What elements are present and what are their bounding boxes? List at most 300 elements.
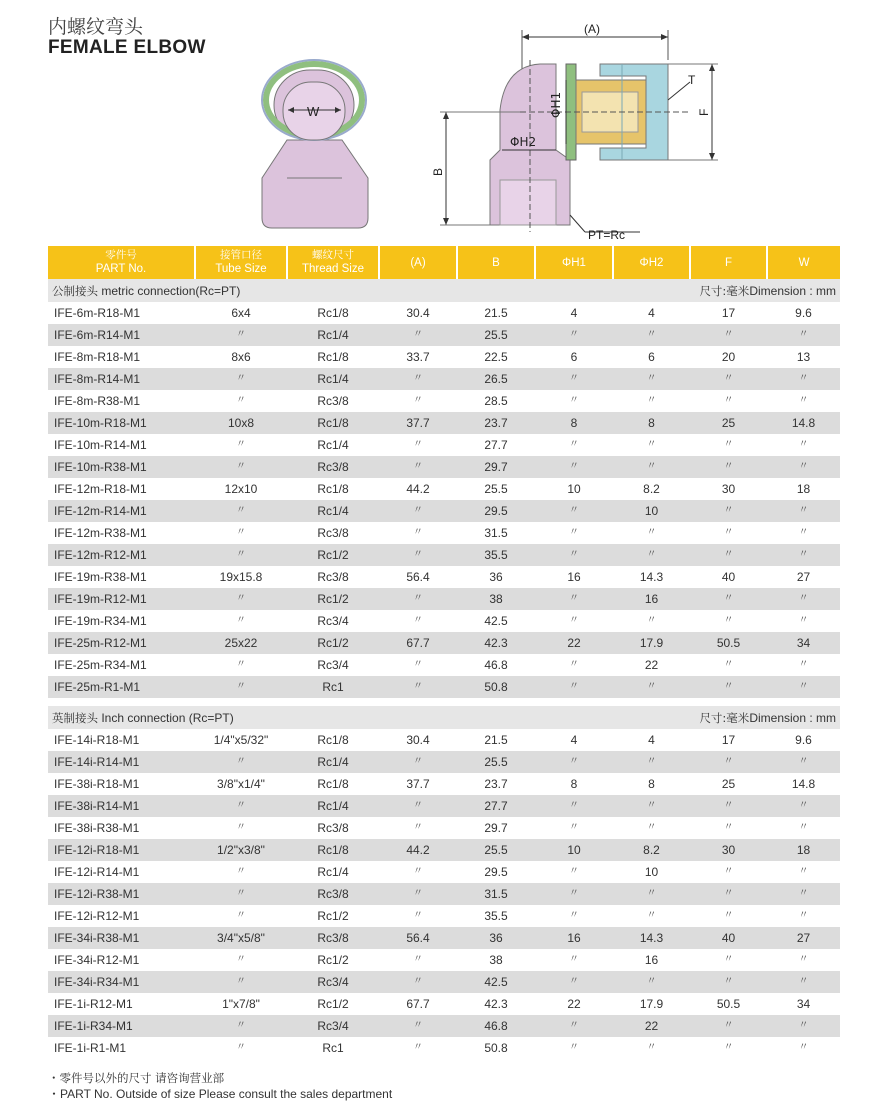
table-cell: 〃 [195, 795, 287, 817]
part-number-cell: IFE-12i-R14-M1 [54, 865, 140, 879]
table-cell: 〃 [535, 324, 613, 346]
part-number-cell: IFE-38i-R38-M1 [54, 821, 140, 835]
table-cell: 〃 [646, 822, 657, 833]
table-row [48, 817, 840, 839]
table-cell: 31.5 [484, 526, 508, 540]
part-number-cell: IFE-12i-R38-M1 [48, 883, 195, 905]
table-cell: Rc3/8 [317, 570, 349, 584]
table-row [48, 729, 840, 751]
table-cell: 〃 [236, 866, 246, 877]
part-number-cell: IFE-6m-R18-M1 [54, 306, 141, 320]
table-cell: 〃 [195, 500, 287, 522]
table-row [48, 971, 840, 993]
table-cell: 〃 [613, 883, 690, 905]
part-number-cell: IFE-19m-R12-M1 [48, 588, 195, 610]
section-label-en: metric connection(Rc=PT) [98, 283, 241, 298]
table-cell: 〃 [535, 588, 613, 610]
table-cell: 37.7 [406, 777, 430, 791]
table-cell: 25.5 [484, 482, 508, 496]
table-row [48, 883, 840, 905]
part-number-cell: IFE-38i-R18-M1 [54, 777, 140, 791]
table-cell: 56.4 [379, 927, 457, 949]
note-cn: ・零件号以外的尺寸 请咨询营业部 [48, 1071, 225, 1085]
table-cell: 50.8 [457, 676, 535, 698]
table-cell: 21.5 [484, 733, 508, 747]
table-cell: 〃 [723, 395, 734, 406]
table-cell: 50.5 [716, 997, 741, 1011]
table-cell: 〃 [195, 368, 287, 390]
table-cell: 3/4"x5/8" [195, 927, 287, 949]
dimension-unit-cn: 尺寸:毫米 [699, 283, 750, 298]
column-header [287, 246, 379, 279]
table-cell: 〃 [236, 659, 246, 670]
table-cell: 〃 [798, 954, 809, 965]
table-cell: 31.5 [457, 883, 535, 905]
column-header [535, 246, 613, 279]
table-cell: Rc1/2 [287, 632, 379, 654]
table-cell: 〃 [569, 866, 579, 877]
table-cell: 〃 [798, 910, 809, 921]
column-header-cn: 螺纹尺寸 [312, 249, 354, 261]
table-cell: 42.3 [484, 997, 508, 1011]
table-cell: 〃 [613, 368, 690, 390]
table-cell: 16 [644, 953, 659, 967]
table-cell: 〃 [767, 795, 840, 817]
table-row [48, 368, 840, 390]
table-cell: 8x6 [231, 350, 251, 364]
table-cell: 〃 [195, 588, 287, 610]
table-cell: 10 [644, 865, 659, 879]
table-cell: 〃 [413, 395, 423, 406]
table-cell: 8.2 [613, 839, 690, 861]
table-cell: 〃 [413, 615, 423, 626]
column-header-en: Tube Size [215, 263, 267, 275]
part-number-cell: IFE-8m-R38-M1 [54, 394, 141, 408]
dimension-unit-en: Dimension : mm [749, 710, 836, 725]
table-cell: 〃 [569, 1042, 579, 1053]
column-header [613, 246, 690, 279]
table-cell: 35.5 [457, 544, 535, 566]
table-cell: 〃 [379, 368, 457, 390]
table-cell: 12x10 [224, 482, 258, 496]
table-cell: 〃 [690, 368, 767, 390]
table-cell: Rc1/2 [287, 544, 379, 566]
table-cell: 〃 [195, 971, 287, 993]
table-cell: 〃 [690, 676, 767, 698]
table-cell: Rc3/8 [317, 821, 349, 835]
table-cell: Rc1/2 [317, 997, 349, 1011]
part-number-cell: IFE-10m-R38-M1 [48, 456, 195, 478]
part-number-cell: IFE-10m-R18-M1 [48, 412, 195, 434]
table-cell: 8.2 [643, 482, 660, 496]
table-cell: 〃 [535, 500, 613, 522]
part-number-cell: IFE-1i-R12-M1 [54, 997, 133, 1011]
table-cell: 〃 [379, 971, 457, 993]
table-cell: 〃 [535, 1015, 613, 1037]
section-row [48, 706, 840, 729]
table-row [48, 434, 840, 456]
column-header [48, 246, 195, 279]
table-cell: 〃 [798, 439, 809, 450]
table-cell: 9.6 [795, 733, 812, 747]
table-cell: 〃 [236, 395, 246, 406]
table-cell: 50.5 [690, 632, 767, 654]
part-number-cell: IFE-34i-R34-M1 [48, 971, 195, 993]
table-cell: 〃 [236, 1042, 246, 1053]
table-cell: 〃 [379, 588, 457, 610]
table-cell: 4 [570, 733, 578, 747]
part-number-cell: IFE-12i-R18-M1 [48, 839, 195, 861]
table-cell: 16 [567, 570, 581, 584]
table-cell: Rc3/8 [287, 927, 379, 949]
table-cell: 〃 [413, 659, 423, 670]
table-cell: 〃 [195, 324, 287, 346]
column-header-en: W [798, 256, 810, 269]
column-header-en: PART No. [95, 263, 147, 275]
table-cell: 14.3 [613, 927, 690, 949]
table-cell: 19x15.8 [219, 570, 263, 584]
part-number-cell: IFE-12i-R12-M1 [54, 909, 140, 923]
front-view-drawing [262, 60, 368, 228]
table-cell: 29.7 [457, 456, 535, 478]
table-row [48, 324, 840, 346]
table-row [48, 795, 840, 817]
table-cell: Rc1/4 [287, 500, 379, 522]
table-cell: Rc1 [322, 1041, 344, 1055]
table-cell: Rc1/2 [317, 953, 349, 967]
table-cell: 〃 [767, 500, 840, 522]
table-cell: 〃 [690, 795, 767, 817]
dimension-unit-en: Dimension : mm [749, 283, 836, 298]
table-cell: 〃 [236, 822, 246, 833]
table-cell: 8 [648, 777, 655, 791]
table-cell: 〃 [413, 1042, 423, 1053]
table-cell: 〃 [236, 527, 246, 538]
table-cell: 〃 [413, 954, 423, 965]
table-cell: 4 [570, 306, 578, 320]
column-header [690, 246, 767, 279]
table-cell: 〃 [767, 544, 840, 566]
table-header [48, 246, 840, 279]
spec-table [48, 246, 840, 1059]
table-cell: 3/8"x1/4" [217, 777, 265, 791]
column-header-en: (A) [410, 256, 426, 269]
table-cell: 36 [489, 570, 503, 584]
table-cell: 〃 [613, 544, 690, 566]
table-cell: 14.8 [767, 412, 840, 434]
side-view-drawing [431, 22, 718, 242]
table-cell: 〃 [767, 1015, 840, 1037]
table-cell: 〃 [379, 795, 457, 817]
table-cell: 〃 [379, 751, 457, 773]
table-cell: 〃 [613, 324, 690, 346]
table-cell: 〃 [379, 676, 457, 698]
table-row [48, 1037, 840, 1059]
table-cell: 29.7 [484, 821, 508, 835]
table-cell: 33.7 [406, 350, 430, 364]
label-h1: ΦH1 [549, 91, 563, 118]
table-row [48, 751, 840, 773]
table-cell: Rc3/4 [287, 1015, 379, 1037]
table-cell: 〃 [379, 500, 457, 522]
table-cell: 〃 [569, 439, 579, 450]
table-cell: 〃 [535, 676, 613, 698]
table-row [48, 654, 840, 676]
table-row [48, 544, 840, 566]
table-cell: 67.7 [379, 632, 457, 654]
table-cell: 30 [690, 839, 767, 861]
table-cell: 6 [648, 350, 655, 364]
table-cell: 〃 [535, 883, 613, 905]
table-cell: 〃 [690, 883, 767, 905]
table-row [48, 949, 840, 971]
table-cell: 〃 [767, 883, 840, 905]
table-cell: Rc1/4 [287, 324, 379, 346]
table-cell: 〃 [613, 795, 690, 817]
table-cell: 25.5 [457, 751, 535, 773]
table-cell: 14.8 [791, 777, 816, 791]
dimension-unit [699, 284, 836, 298]
column-header [457, 246, 535, 279]
table-row [48, 905, 840, 927]
table-cell: 36 [457, 927, 535, 949]
table-cell: 23.7 [484, 777, 508, 791]
table-cell: 〃 [646, 910, 657, 921]
table-cell: 10 [613, 500, 690, 522]
part-number-cell: IFE-12m-R14-M1 [48, 500, 195, 522]
table-cell: 〃 [535, 971, 613, 993]
table-cell: 〃 [379, 324, 457, 346]
table-cell: 22.5 [484, 350, 508, 364]
part-number-cell: IFE-6m-R14-M1 [48, 324, 195, 346]
table-row [48, 478, 840, 500]
table-cell: 37.7 [379, 412, 457, 434]
table-cell: 25 [721, 777, 736, 791]
table-cell: 38 [457, 588, 535, 610]
table-cell: 〃 [195, 751, 287, 773]
table-cell: 〃 [413, 439, 423, 450]
table-cell: 〃 [767, 324, 840, 346]
page-title-cn: 内螺纹弯头 [48, 16, 144, 38]
table-cell: 〃 [646, 615, 657, 626]
column-header-en: ΦH2 [639, 256, 664, 269]
table-row [48, 412, 840, 434]
table-cell: 〃 [569, 822, 579, 833]
table-row [48, 588, 840, 610]
section-gap [48, 698, 840, 706]
table-cell: 1/2"x3/8" [195, 839, 287, 861]
table-cell: 〃 [723, 910, 734, 921]
table-cell: Rc3/4 [317, 658, 349, 672]
table-cell: 10x8 [195, 412, 287, 434]
column-header-en: ΦH1 [562, 256, 586, 269]
table-cell: 〃 [613, 456, 690, 478]
table-cell: Rc1/8 [287, 839, 379, 861]
table-cell: 〃 [569, 527, 579, 538]
table-cell: 40 [721, 570, 736, 584]
table-cell: 1"x7/8" [222, 997, 260, 1011]
table-cell: 〃 [767, 368, 840, 390]
section-label-cn: 公制接头 [52, 283, 98, 298]
table-cell: 〃 [723, 1042, 734, 1053]
gap-cell [48, 698, 840, 706]
table-cell: 27.7 [484, 438, 508, 452]
table-cell: 〃 [723, 615, 734, 626]
table-cell: 34 [767, 632, 840, 654]
table-cell: 〃 [236, 910, 246, 921]
part-number-cell: IFE-8m-R18-M1 [54, 350, 141, 364]
table-cell: 〃 [613, 751, 690, 773]
table-cell: 22 [644, 658, 659, 672]
table-row [48, 302, 840, 324]
table-cell: 〃 [767, 971, 840, 993]
table-cell: 〃 [723, 822, 734, 833]
table-cell: 29.5 [484, 865, 508, 879]
table-cell: Rc1/4 [287, 751, 379, 773]
table-cell: 46.8 [457, 1015, 535, 1037]
part-number-cell: IFE-38i-R14-M1 [48, 795, 195, 817]
table-row [48, 632, 840, 654]
table-cell: 25.5 [457, 839, 535, 861]
table-cell: 8 [535, 412, 613, 434]
table-cell: 30.4 [406, 733, 430, 747]
part-number-cell: IFE-10m-R14-M1 [54, 438, 147, 452]
table-cell: 〃 [535, 368, 613, 390]
table-cell: 〃 [798, 527, 809, 538]
table-cell: 〃 [690, 1015, 767, 1037]
table-cell: 〃 [413, 822, 423, 833]
table-cell: 67.7 [406, 997, 430, 1011]
table-cell: 〃 [690, 456, 767, 478]
column-header-en: Thread Size [301, 263, 364, 275]
part-number-cell: IFE-34i-R38-M1 [48, 927, 195, 949]
part-number-cell: IFE-12m-R18-M1 [54, 482, 147, 496]
label-a: (A) [584, 22, 600, 36]
table-cell: 〃 [723, 659, 734, 670]
table-row [48, 927, 840, 949]
table-cell: Rc3/4 [287, 971, 379, 993]
table-cell: 6x4 [231, 306, 251, 320]
table-cell: Rc1/8 [317, 482, 349, 496]
table-cell: 50.8 [484, 1041, 508, 1055]
table-row [48, 522, 840, 544]
section-cell [48, 279, 840, 302]
part-number-cell: IFE-14i-R18-M1 [54, 733, 140, 747]
table-cell: 16 [535, 927, 613, 949]
table-cell: 〃 [236, 615, 246, 626]
note-en: ・PART No. Outside of size Please consult the sales department [48, 1087, 393, 1101]
table-cell: 17.9 [639, 997, 664, 1011]
table-cell: 〃 [646, 527, 657, 538]
table-cell: 〃 [569, 615, 579, 626]
table-cell: 25.5 [457, 324, 535, 346]
table-cell: 〃 [798, 866, 809, 877]
part-number-cell: IFE-1i-R1-M1 [54, 1041, 127, 1055]
column-header-cn: 零件号 [105, 249, 137, 261]
table-cell: 17 [721, 733, 736, 747]
table-cell: 26.5 [457, 368, 535, 390]
table-cell: Rc3/8 [317, 394, 349, 408]
table-row [48, 1015, 840, 1037]
table-cell: 〃 [767, 588, 840, 610]
table-row [48, 610, 840, 632]
table-cell: 22 [535, 632, 613, 654]
column-header-en: F [724, 256, 733, 269]
label-h2: ΦH2 [510, 135, 537, 149]
table-cell: Rc1/8 [317, 777, 349, 791]
table-cell: 27 [796, 570, 811, 584]
table-cell: 〃 [535, 751, 613, 773]
table-cell: 42.3 [457, 632, 535, 654]
table-cell: 6 [570, 350, 578, 364]
table-cell: 〃 [798, 615, 809, 626]
column-header-en: B [492, 256, 500, 269]
table-cell: 〃 [723, 954, 734, 965]
part-number-cell: IFE-14i-R14-M1 [48, 751, 195, 773]
product-drawings [0, 0, 892, 250]
section-label-cn: 英制接头 [52, 710, 98, 725]
table-cell: 〃 [413, 866, 423, 877]
table-cell: 〃 [646, 395, 657, 406]
table-row [48, 456, 840, 478]
table-cell: 40 [690, 927, 767, 949]
table-cell: 〃 [379, 1015, 457, 1037]
table-cell: 46.8 [484, 658, 508, 672]
table-cell: 〃 [798, 822, 809, 833]
table-cell: 〃 [535, 795, 613, 817]
table-cell: 〃 [723, 866, 734, 877]
table-cell: 〃 [535, 544, 613, 566]
table-row [48, 500, 840, 522]
part-number-cell: IFE-25m-R12-M1 [48, 632, 195, 654]
part-number-cell: IFE-34i-R12-M1 [54, 953, 140, 967]
section-row [48, 279, 840, 302]
table-cell: 14.3 [639, 570, 664, 584]
table-cell: 〃 [646, 439, 657, 450]
table-cell: Rc1/8 [317, 350, 349, 364]
table-cell: Rc1/4 [317, 865, 349, 879]
table-cell: Rc1/8 [287, 412, 379, 434]
table-cell: 〃 [379, 456, 457, 478]
table-cell: Rc1 [287, 676, 379, 698]
section-cell [48, 706, 840, 729]
table-body [48, 279, 840, 1059]
part-number-cell: IFE-1i-R34-M1 [48, 1015, 195, 1037]
table-cell: 〃 [379, 883, 457, 905]
table-cell: Rc1/4 [317, 438, 349, 452]
table-row [48, 566, 840, 588]
table-cell: 4 [648, 306, 655, 320]
label-t: T [688, 73, 696, 87]
table-row [48, 993, 840, 1015]
table-cell: Rc3/8 [317, 526, 349, 540]
table-cell: Rc1/4 [287, 795, 379, 817]
table-cell: 30.4 [406, 306, 430, 320]
part-number-cell: IFE-25m-R1-M1 [48, 676, 195, 698]
table-cell: 18 [767, 839, 840, 861]
table-cell: 〃 [195, 544, 287, 566]
label-pt: PT=Rc [588, 228, 626, 242]
column-header [767, 246, 840, 279]
table-cell: 9.6 [795, 306, 812, 320]
footnotes [48, 1070, 392, 1102]
table-cell: 10 [567, 482, 581, 496]
table-cell: 44.2 [406, 482, 430, 496]
table-cell: 〃 [767, 676, 840, 698]
table-cell: 〃 [646, 1042, 657, 1053]
table-cell: 〃 [767, 456, 840, 478]
table-cell: 42.5 [484, 614, 508, 628]
